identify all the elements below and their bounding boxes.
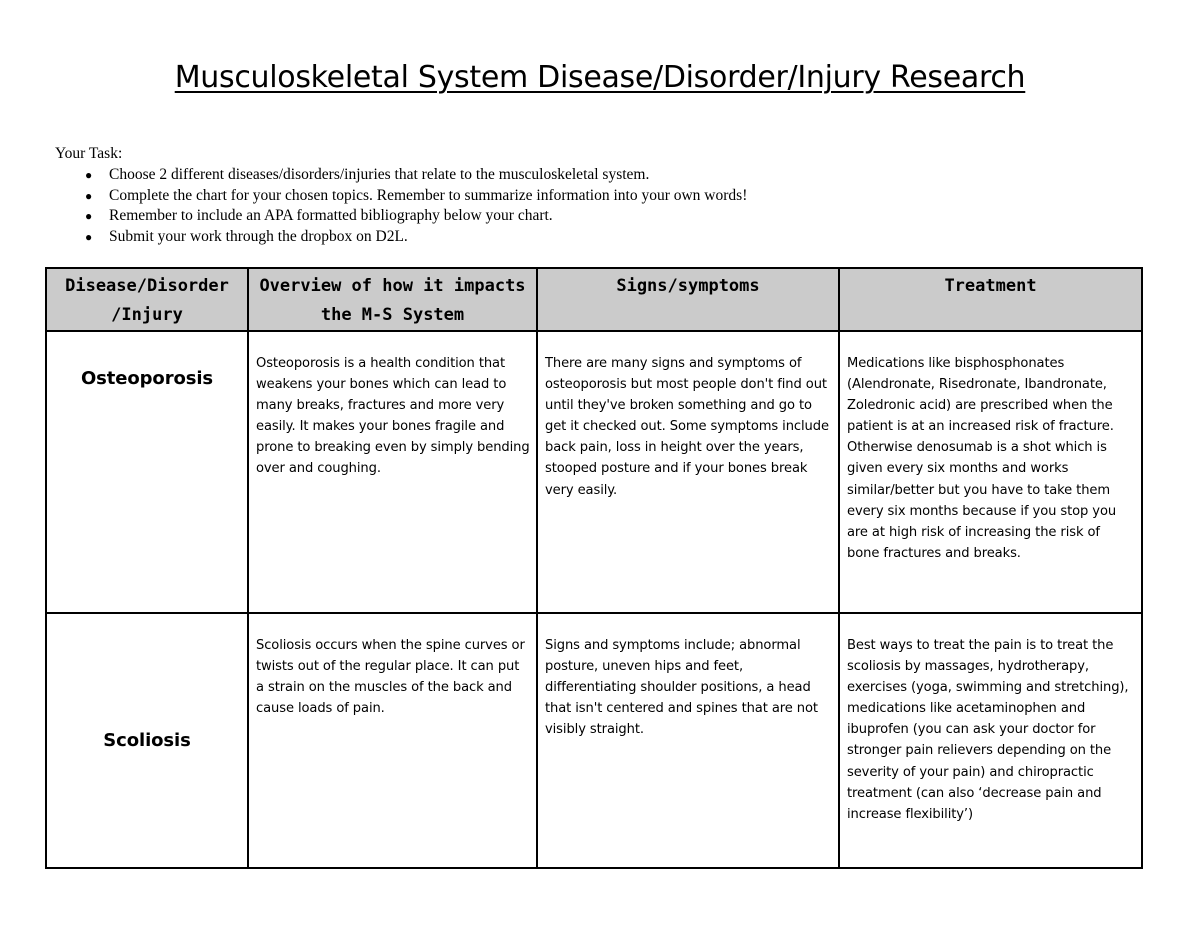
header-disease: Disease/Disorder /Injury [46, 268, 248, 331]
header-overview: Overview of how it impacts the M-S System [248, 268, 537, 331]
table-header-row [46, 268, 1142, 331]
header-treatment: Treatment [839, 268, 1142, 331]
symptoms-cell: There are many signs and symptoms of osteoporosis but most people don't find out until they've broken something and go to get it checked out. Some symptoms include back pain, loss in height over the years, stooped posture and if your bones break very easily. [537, 331, 839, 613]
task-item [83, 165, 1155, 186]
treatment-cell: Best ways to treat the pain is to treat the scoliosis by massages, hydrotherapy, exercises (yoga, swimming and stretching), medications like acetaminophen and ibuprofen (you can ask your doctor for stronger pain relievers depending on the severity of your pain) and chiropractic treatment (can also ‘decrease pain and increase flexibility’) [839, 613, 1142, 868]
page-title: Musculoskeletal System Disease/Disorder/Injury Research [174, 60, 1026, 95]
bullet-icon: ● [85, 188, 93, 203]
header-signs-symptoms: Signs/symptoms [537, 268, 839, 331]
bullet-icon: ● [85, 230, 93, 245]
task-label: Your Task: [55, 145, 123, 162]
bullet-icon: ● [85, 167, 93, 182]
task-item [83, 206, 1155, 227]
task-list [55, 165, 1155, 248]
disease-name: Scoliosis [46, 613, 248, 868]
treatment-cell: Medications like bisphosphonates (Alendronate, Risedronate, Ibandronate, Zoledronic acid) are prescribed when the patient is at an increased risk of fracture. Otherwise denosumab is a shot which is given every six months and works similar/better but you have to take them every six months because if you stop you are at high risk of increasing the risk of bone fractures and breaks. [839, 331, 1142, 613]
research-table [45, 267, 1143, 869]
table-row [46, 331, 1142, 613]
task-item-text: Choose 2 different diseases/disorders/injuries that relate to the musculoskeletal system. [109, 165, 650, 183]
overview-cell: Osteoporosis is a health condition that weakens your bones which can lead to many breaks, fractures and more very easily. It makes your bones fragile and prone to breaking even by simply bending over and coughing. [248, 331, 537, 613]
task-item [83, 227, 1155, 248]
overview-cell: Scoliosis occurs when the spine curves or twists out of the regular place. It can put a strain on the muscles of the back and cause loads of pain. [248, 613, 537, 868]
task-item-text: Remember to include an APA formatted bibliography below your chart. [109, 207, 553, 225]
task-item-text: Complete the chart for your chosen topics. Remember to summarize information into your own words! [109, 186, 748, 204]
disease-name: Osteoporosis [46, 331, 248, 613]
bullet-icon: ● [85, 209, 93, 224]
task-item [83, 186, 1155, 207]
task-instructions [55, 144, 1155, 248]
task-item-text: Submit your work through the dropbox on D2L. [109, 228, 408, 246]
symptoms-cell: Signs and symptoms include; abnormal posture, uneven hips and feet, differentiating shoulder positions, a head that isn't centered and spines that are not visibly straight. [537, 613, 839, 868]
table-row [46, 613, 1142, 868]
